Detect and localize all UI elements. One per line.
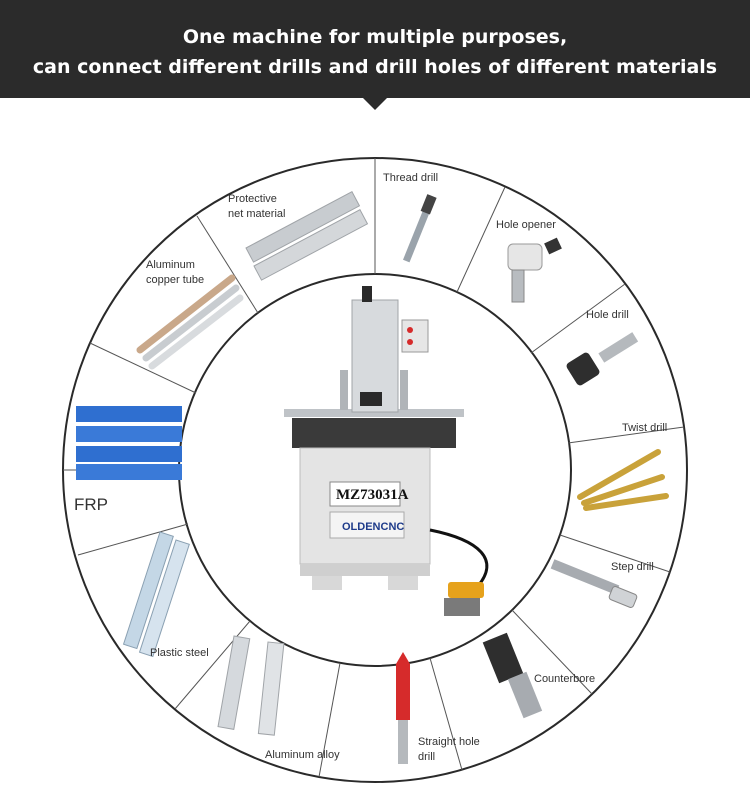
step-drill-label: Step drill [611, 561, 654, 573]
twist-drill-label: Twist drill [622, 422, 668, 434]
aluminum-copper-tube-label-1: Aluminum [146, 259, 195, 271]
frp-label: FRP [74, 495, 108, 514]
counterbore-label: Counterbore [534, 673, 596, 685]
thread-drill-label: Thread drill [383, 172, 439, 184]
thread-drill-image [403, 194, 437, 262]
banner-title-line-2: can connect different drills and drill holes of different materials [32, 56, 718, 78]
hole-drill-label: Hole drill [586, 309, 629, 321]
aluminum-alloy-label: Aluminum alloy [265, 749, 340, 761]
aluminum-copper-tube-image [140, 278, 240, 366]
hole-opener-image [508, 238, 562, 302]
machine-brand-text: OLDENCNC [342, 521, 405, 533]
straight-hole-drill-image [396, 652, 410, 764]
drilling-machine-image [284, 286, 487, 616]
plastic-steel-label: Plastic steel [150, 647, 209, 659]
frp-image [76, 406, 182, 480]
plastic-steel-image [124, 532, 190, 657]
straight-hole-drill-label-1: Straight hole [418, 736, 480, 748]
hole-opener-label: Hole opener [496, 219, 556, 231]
twist-drill-image [580, 452, 666, 508]
aluminum-alloy-image [218, 636, 284, 735]
machine-model-text: MZ73031A [336, 487, 409, 503]
protective-net-label-1: Protective [228, 193, 277, 205]
straight-hole-drill-label-2: drill [418, 751, 436, 763]
hole-drill-image [565, 332, 638, 387]
aluminum-copper-tube-label-2: copper tube [146, 274, 205, 286]
protective-net-label-2: net material [228, 208, 286, 220]
banner-title-line-1: One machine for multiple purposes, [182, 26, 568, 48]
